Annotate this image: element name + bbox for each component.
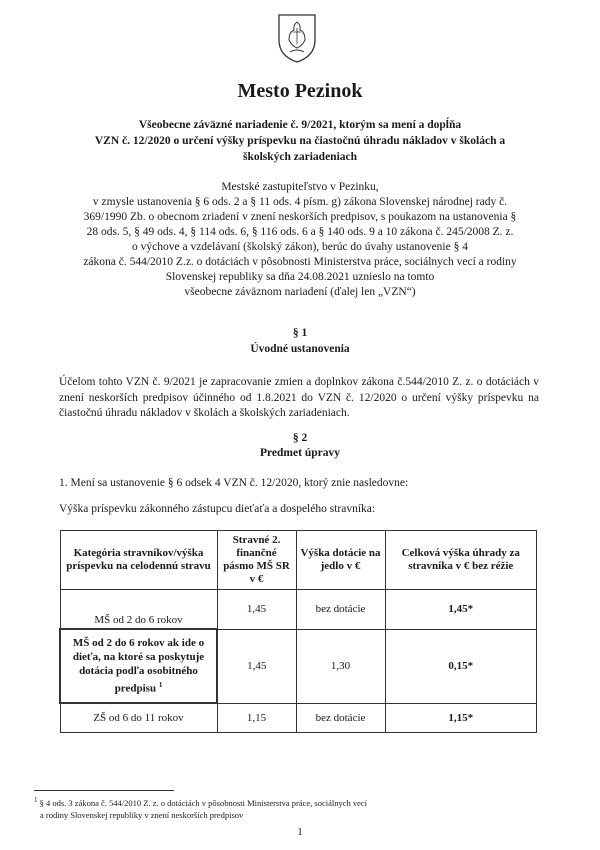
subtitle-line-3: školských zariadeniach: [242, 151, 358, 163]
section-2-item-1: 1. Mení sa ustanovenie § 6 odsek 4 VZN č. 12/2020, ktorý znie nasledovne:: [59, 477, 409, 489]
preamble-line: 369/1990 Zb. o obecnom zriadení v znení neskorších predpisov, s poukazom na ustanovenia §: [83, 211, 517, 223]
table-row: [60, 629, 537, 703]
coat-of-arms-icon: [276, 12, 318, 64]
column-header: Stravné 2. finančné pásmo MŠ SR v €: [217, 531, 296, 590]
preamble-line: o výchove a vzdelávaní (školský zákon), berúc do úvahy ustanovenie § 4: [132, 241, 468, 253]
footnote: [34, 794, 554, 821]
footnote-ref: 1: [158, 681, 163, 690]
value-cell: 1,15*: [385, 703, 537, 733]
column-header: Celková výška úhrady za stravníka v € bez réžie: [385, 531, 537, 590]
preamble-line: všeobecne záväznom nariadení (ďalej len „VZN“): [184, 286, 416, 298]
subtitle-line-2: VZN č. 12/2020 o určení výšky príspevku na čiastočnú úhradu nákladov v školách a: [94, 135, 506, 147]
page-number: 1: [297, 826, 303, 838]
table-header-row: [60, 531, 537, 590]
section-2-number: § 2: [292, 432, 308, 444]
footnote-line-2: a rodiny Slovenskej republiky v znení neskorších predpisov: [40, 809, 244, 820]
section-2-lead: Výška príspevku zákonného zástupcu dieťaťa a dospelého stravníka:: [59, 503, 376, 515]
category-text: MŠ od 2 do 6 rokov ak ide o dieťa, na ktoré sa poskytuje dotácia podľa osobitného predpisu: [72, 637, 205, 695]
section-1-heading: Úvodné ustanovenia: [250, 343, 350, 355]
table-row: [60, 590, 537, 630]
preamble-line: Slovenskej republiky sa dňa 24.08.2021 uznieslo na tomto: [165, 271, 435, 283]
category-cell: [60, 629, 217, 703]
contribution-table: [59, 530, 537, 733]
section-1-number: § 1: [292, 327, 308, 339]
footnote-mark: 1: [34, 796, 38, 804]
value-cell: 1,45: [217, 590, 296, 630]
table-row: [60, 703, 537, 733]
category-cell: MŠ od 2 do 6 rokov: [60, 590, 217, 630]
value-cell: 1,45: [217, 629, 296, 703]
value-cell: bez dotácie: [296, 590, 385, 630]
value-cell: 0,15*: [385, 629, 537, 703]
category-cell: ZŠ od 6 do 11 rokov: [60, 703, 217, 733]
value-cell: 1,30: [296, 629, 385, 703]
subtitle-line-1: Všeobecne záväzné nariadenie č. 9/2021, ktorým sa mení a dopĺňa: [138, 119, 462, 131]
page-title: Mesto Pezinok: [237, 80, 363, 102]
preamble-line: 28 ods. 5, § 49 ods. 4, § 114 ods. 6, § 116 ods. 6 a § 140 ods. 9 a 10 zákona č. 245/2008 Z. z.: [86, 226, 514, 238]
footnote-divider: [34, 790, 174, 791]
value-cell: 1,45*: [385, 590, 537, 630]
column-header: Výška dotácie na jedlo v €: [296, 531, 385, 590]
preamble-line: v zmysle ustanovenia § 6 ods. 2 a § 11 ods. 4 písm. g) zákona Slovenskej národnej rady č.: [92, 196, 508, 208]
column-header: Kategória stravníkov/výška príspevku na celodennú stravu: [60, 531, 217, 590]
value-cell: 1,15: [217, 703, 296, 733]
preamble-line: zákona č. 544/2010 Z.z. o dotáciách v pôsobnosti Ministerstva práce, sociálnych vecí a rodiny: [83, 256, 517, 268]
section-2-heading: Predmet úpravy: [260, 447, 340, 459]
value-cell: bez dotácie: [296, 703, 385, 733]
footnote-line-1: § 4 ods. 3 zákona č. 544/2010 Z. z. o dotáciách v pôsobnosti Ministerstva práce, sociálnych vecí: [39, 797, 368, 808]
section-1-text: Účelom tohto VZN č. 9/2021 je zapracovanie zmien a doplnkov zákona č.544/2010 Z. z. o dotáciách v znení neskorších predpisov účinného od 1.8.2021 do VZN č. 12/2020 o určení výšky príspevku na čiastočnú úhradu nákladov v školách a školských zariadeniach.: [59, 376, 539, 419]
preamble-line: Mestské zastupiteľstvo v Pezinku,: [221, 181, 379, 193]
